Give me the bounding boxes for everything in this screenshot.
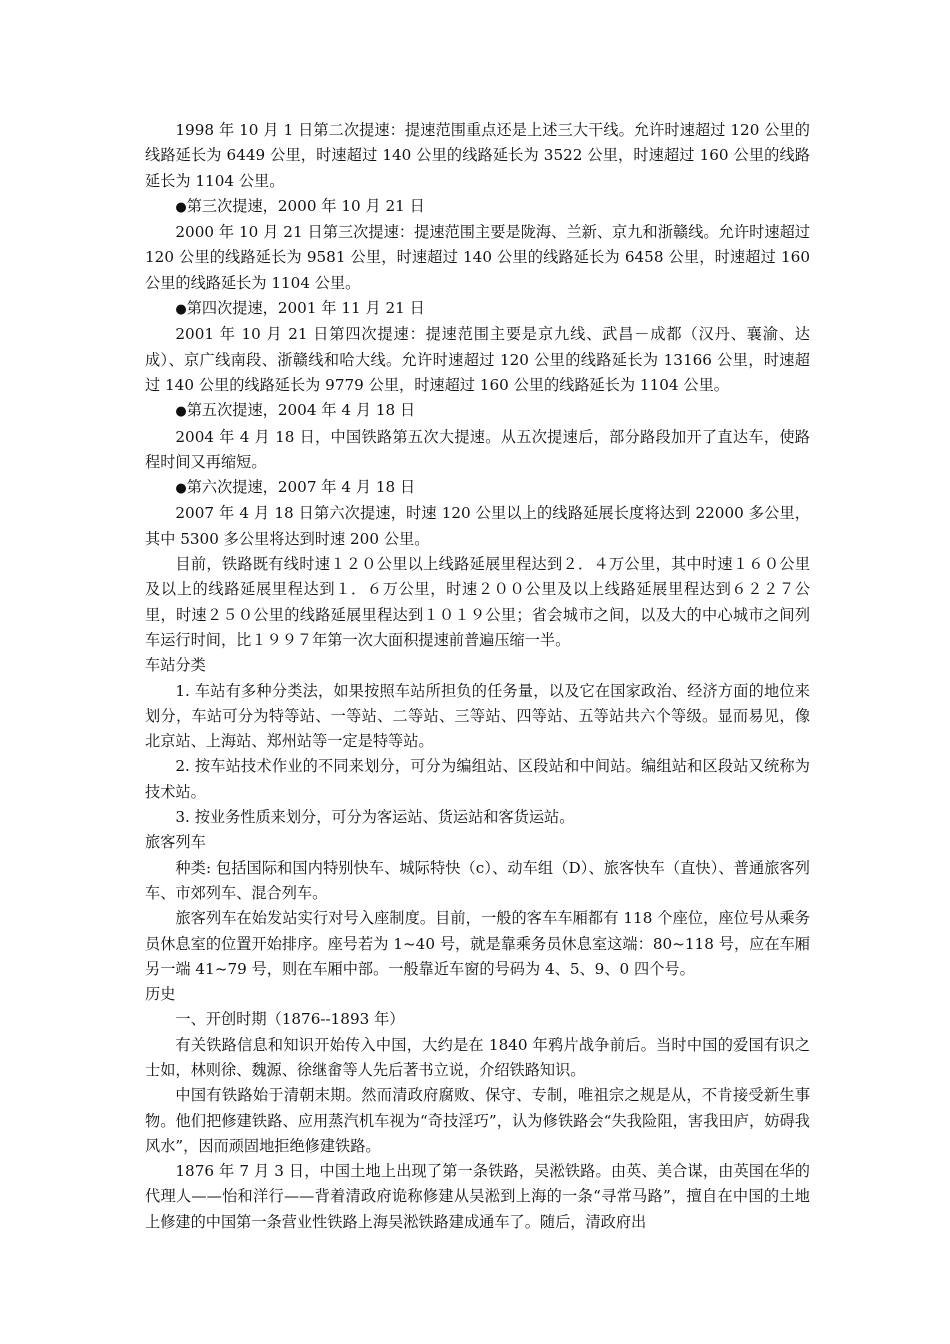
paragraph-third-speedup: 2000 年 10 月 21 日第三次提速：提速范围主要是陇海、兰新、京九和浙赣线。允许时速超过 120 公里的线路延长为 9581 公里，时速超过 140 公里的线路延长为 6458 公里，时速超过 160 公里的线路延长为 1104 公里。 <box>145 223 810 292</box>
paragraph-station-class-2: 2. 按车站技术作业的不同来划分，可分为编组站、区段站和中间站。编组站和区段站又统称为技术站。 <box>145 757 810 801</box>
bullet-sixth-speedup <box>145 475 810 501</box>
paragraph-current-status: 目前，铁路既有线时速１２０公里以上线路延展里程达到２．４万公里，其中时速１６０公里及以上的线路延展里程达到１．６万公里，时速２００公里及以上线路延展里程达到６２２７公里，时速２５０公里的线路延展里程达到１０１９公里；省会城市之间，以及大的中心城市之间列车运行时间，比１９９７年第一次大面积提速前普遍压缩一半。 <box>145 555 810 649</box>
bullet-label: 第六次提速，2007 年 4 月 18 日 <box>186 478 416 497</box>
paragraph-sixth-speedup: 2007 年 4 月 18 日第六次提速，时速 120 公里以上的线路延展长度将达到 22000 多公里，其中 5300 多公里将达到时速 200 公里。 <box>145 504 810 548</box>
paragraph-station-class-1: 1. 车站有多种分类法，如果按照车站所担负的任务量，以及它在国家政治、经济方面的地位来划分，车站可分为特等站、一等站、二等站、三等站、四等站、五等站共六个等级。显而易见，像北京站、上海站、郑州站等一定是特等站。 <box>145 681 810 751</box>
subheading-pioneer-period: 一、开创时期（1876--1893 年） <box>175 1010 405 1029</box>
document-body <box>145 118 810 1235</box>
paragraph-second-speedup: 1998 年 10 月 1 日第二次提速：提速范围重点还是上述三大干线。允许时速超过 120 公里的线路延长为 6449 公里，时速超过 140 公里的线路延长为 3522 公里，时速超过 160 公里的线路延长为 1104 公里。 <box>145 121 810 190</box>
paragraph-seat-numbering: 旅客列车在始发站实行对号入座制度。目前，一般的客车车厢都有 118 个座位，座位号从乘务员休息室的位置开始排序。座号若为 1~40 号，就是靠乘务员休息室这端：80~118 号，应在车厢另一端 41~79 号，则在车厢中部。一般靠近车窗的号码为 4、5、9、0 四个号。 <box>145 909 810 978</box>
paragraph-history-intro: 有关铁路信息和知识开始传入中国，大约是在 1840 年鸦片战争前后。当时中国的爱国有识之士如，林则徐、魏源、徐继畲等人先后著书立说，介绍铁路知识。 <box>145 1035 810 1079</box>
paragraph-fourth-speedup: 2001 年 10 月 21 日第四次提速：提速范围主要是京九线、武昌－成都（汉丹、襄渝、达成）、京广线南段、浙赣线和哈大线。允许时速超过 120 公里的线路延长为 13166 公里，时速超过 140 公里的线路延长为 9779 公里，时速超过 160 公里的线路延长为 1104 公里。 <box>145 325 810 394</box>
section-heading-history: 历史 <box>145 985 176 1004</box>
paragraph-fifth-speedup: 2004 年 4 月 18 日，中国铁路第五次大提速。从五次提速后，部分路段加开了直达车，使路程时间又再缩短。 <box>145 427 810 471</box>
bullet-icon: ● <box>175 199 187 215</box>
section-heading-station-classification: 车站分类 <box>145 656 206 675</box>
paragraph-station-class-3: 3. 按业务性质来划分，可分为客运站、货运站和客货运站。 <box>175 808 575 827</box>
bullet-icon: ● <box>175 481 187 497</box>
paragraph-train-types: 种类: 包括国际和国内特别快车、城际特快（c）、动车组（D）、旅客快车（直快）、普通旅客列车、市郊列车、混合列车。 <box>145 858 810 902</box>
bullet-third-speedup <box>145 194 810 220</box>
bullet-fourth-speedup <box>145 296 810 322</box>
bullet-label: 第三次提速，2000 年 10 月 21 日 <box>186 196 425 215</box>
section-heading-passenger-trains: 旅客列车 <box>145 833 206 852</box>
bullet-fifth-speedup <box>145 398 810 424</box>
paragraph-qing-dynasty: 中国有铁路始于清朝末期。然而清政府腐败、保守、专制，唯祖宗之规是从，不肯接受新生事物。他们把修建铁路、应用蒸汽机车视为“奇技淫巧”，认为修铁路会“失我险阻，害我田庐，妨碍我风水”，因而顽固地拒绝修建铁路。 <box>145 1086 810 1155</box>
bullet-icon: ● <box>175 404 187 420</box>
bullet-label: 第四次提速，2001 年 11 月 21 日 <box>186 299 425 318</box>
bullet-icon: ● <box>175 302 187 318</box>
bullet-label: 第五次提速，2004 年 4 月 18 日 <box>186 401 416 420</box>
paragraph-wusong-railway: 1876 年 7 月 3 日，中国土地上出现了第一条铁路，吴淞铁路。由英、美合谋，由英国在华的代理人——怡和洋行——背着清政府诡称修建从吴淞到上海的一条“寻常马路”，擅自在中国的土地上修建的中国第一条营业性铁路上海吴淞铁路建成通车了。随后，清政府出 <box>145 1162 810 1231</box>
